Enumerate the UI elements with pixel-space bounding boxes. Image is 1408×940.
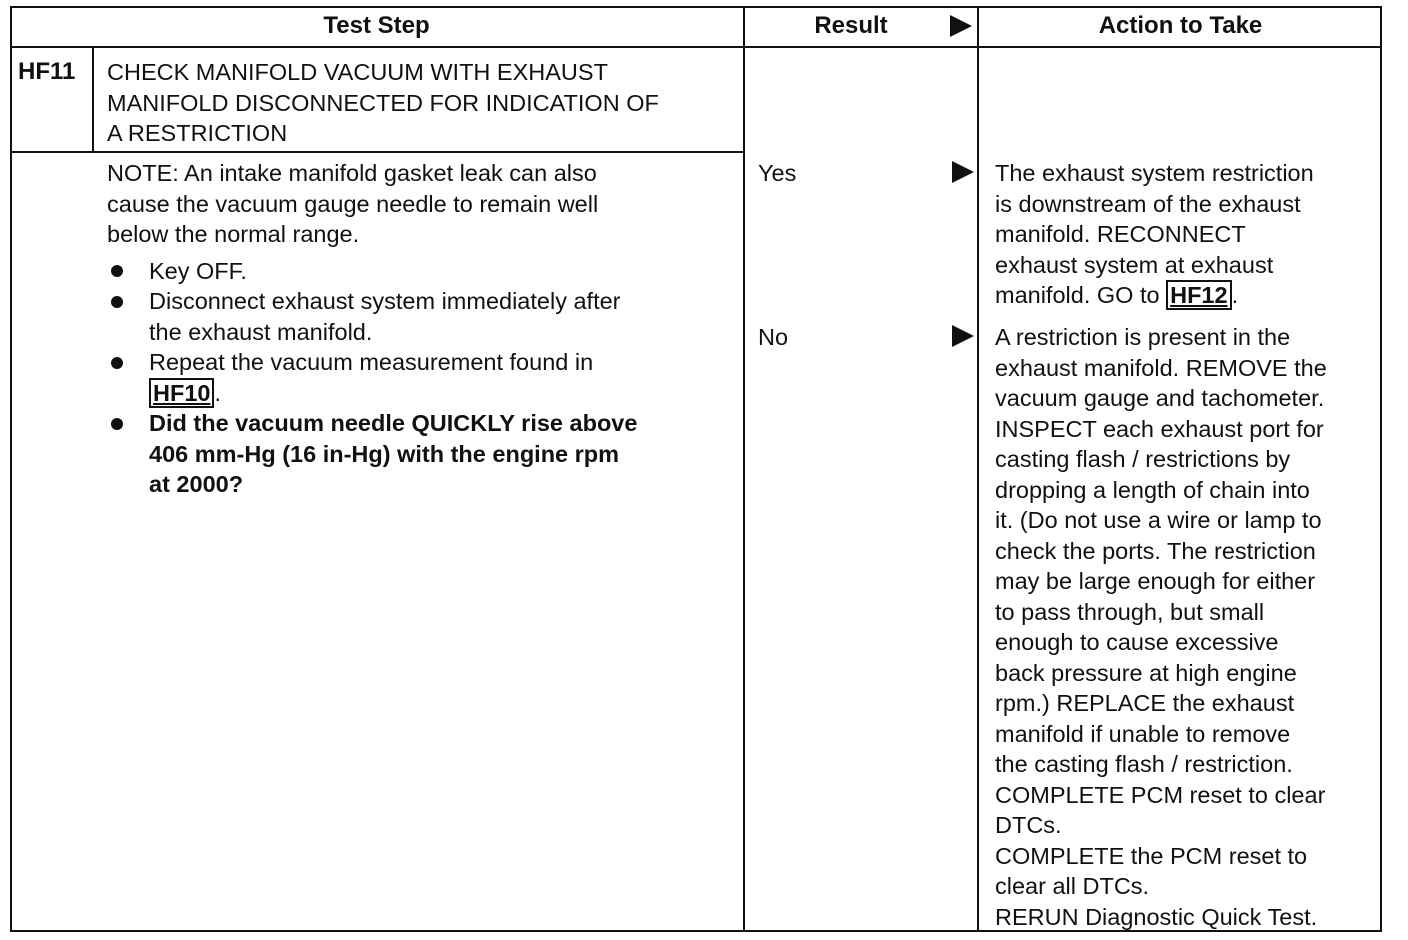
note-line: below the normal range. — [107, 221, 360, 247]
bullet-icon — [111, 418, 123, 430]
question-line: 406 mm-Hg (16 in-Hg) with the engine rpm — [149, 440, 620, 467]
action-line: vacuum gauge and tachometer. — [995, 385, 1325, 411]
action-line: the casting flash / restriction. — [995, 751, 1293, 777]
question-line: Did the vacuum needle QUICKLY rise above — [149, 410, 638, 436]
action-line: exhaust manifold. REMOVE the — [995, 354, 1327, 381]
action-yes — [995, 158, 1377, 311]
action-line: may be large enough for either — [995, 568, 1316, 594]
action-line: COMPLETE the PCM reset to — [995, 842, 1308, 869]
action-line: clear all DTCs. — [995, 873, 1150, 899]
action-line: The exhaust system restriction — [995, 160, 1314, 186]
bullet-icon — [111, 357, 123, 369]
action-line: enough to cause excessive — [995, 629, 1279, 655]
bullet-line-ref — [149, 378, 739, 409]
step-title — [107, 57, 737, 149]
step-ref-hf10[interactable]: HF10 — [149, 378, 214, 408]
action-line: COMPLETE PCM reset to clear — [995, 781, 1326, 808]
action-line: is downstream of the exhaust — [995, 190, 1301, 217]
question-line: at 2000? — [149, 471, 244, 497]
step-title-line: CHECK MANIFOLD VACUUM WITH EXHAUST — [107, 59, 608, 85]
action-no — [995, 322, 1377, 932]
action-line: to pass through, but small — [995, 598, 1265, 625]
result-yes: Yes — [758, 160, 797, 186]
action-line: RERUN Diagnostic Quick Test. — [995, 903, 1318, 930]
header-action: Action to Take — [1098, 12, 1263, 39]
step-title-line: A RESTRICTION — [107, 120, 288, 146]
bullet-question — [149, 408, 739, 500]
note-line: cause the vacuum gauge needle to remain well — [107, 190, 599, 217]
bullet-repeat — [149, 347, 739, 408]
goto-prefix: manifold. GO to — [995, 282, 1167, 308]
step-ref-hf12[interactable]: HF12 — [1166, 280, 1231, 310]
column-divider-result — [743, 6, 745, 932]
step-id: HF11 — [18, 58, 76, 85]
bullet-key-off: Key OFF. — [149, 258, 247, 284]
goto-suffix: . — [1231, 282, 1239, 308]
bullet-disconnect — [149, 286, 739, 347]
action-line: DTCs. — [995, 812, 1062, 838]
step-id-divider — [92, 46, 94, 151]
action-line: A restriction is present in the — [995, 324, 1291, 350]
action-line-goto — [995, 280, 1377, 311]
step-title-divider — [10, 151, 743, 153]
action-line: check the ports. The restriction — [995, 537, 1316, 564]
bullet-icon — [111, 296, 123, 308]
action-line: dropping a length of chain into — [995, 476, 1310, 503]
action-line: manifold. RECONNECT — [995, 221, 1246, 247]
note-line: NOTE: An intake manifold gasket leak can also — [107, 160, 597, 186]
step-note — [107, 158, 737, 250]
bullet-tail: . — [214, 379, 221, 406]
arrow-right-icon — [952, 161, 974, 183]
action-line: INSPECT each exhaust port for — [995, 415, 1324, 442]
action-line: manifold if unable to remove — [995, 720, 1291, 747]
header-arrow-icon — [950, 15, 972, 37]
step-title-line: MANIFOLD DISCONNECTED FOR INDICATION OF — [107, 89, 659, 116]
bullet-icon — [111, 265, 123, 277]
header-test-step: Test Step — [323, 12, 430, 39]
header-result: Result — [814, 12, 888, 39]
action-line: back pressure at high engine — [995, 659, 1297, 686]
action-line: it. (Do not use a wire or lamp to — [995, 507, 1322, 533]
action-line: exhaust system at exhaust — [995, 251, 1274, 278]
bullet-line: the exhaust manifold. — [149, 318, 373, 345]
bullet-line: Disconnect exhaust system immediately after — [149, 288, 621, 314]
result-no: No — [758, 324, 789, 350]
column-divider-action — [977, 6, 979, 932]
action-line: rpm.) REPLACE the exhaust — [995, 690, 1295, 716]
header-divider — [10, 46, 1382, 48]
arrow-right-icon — [952, 325, 974, 347]
action-line: casting flash / restrictions by — [995, 446, 1291, 472]
bullet-line: Repeat the vacuum measurement found in — [149, 349, 594, 375]
